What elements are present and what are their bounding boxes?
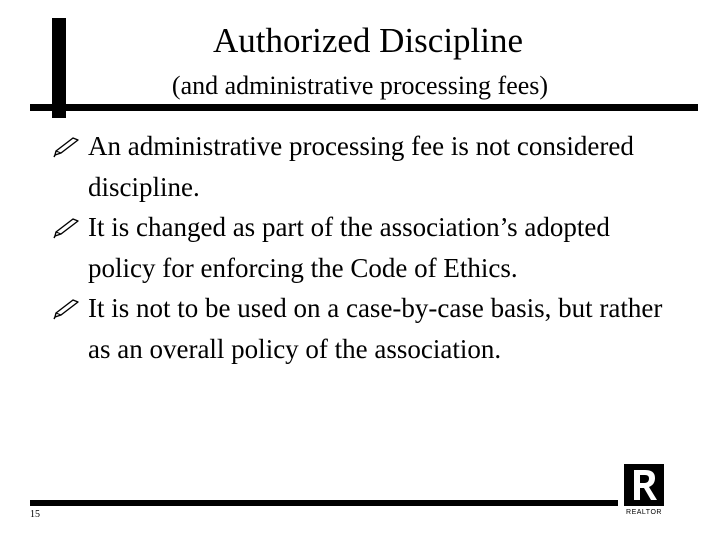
page-number: 15 — [30, 509, 40, 520]
bullet-list — [50, 126, 670, 369]
slide-title: Authorized Discipline — [212, 21, 524, 60]
quill-pen-icon — [52, 217, 82, 239]
quill-pen-icon — [52, 136, 82, 158]
bullet-text: It is not to be used on a case-by-case basis, but rather as an overall policy of the association. — [88, 293, 663, 364]
quill-pen-icon — [52, 298, 82, 320]
slide-subtitle: (and administrative processing fees) — [171, 71, 549, 100]
bullet-item — [50, 207, 670, 288]
logo-wordmark: REALTOR — [626, 509, 662, 516]
logo-r-mark — [624, 464, 664, 506]
bullet-text: An administrative processing fee is not considered discipline. — [88, 131, 634, 202]
realtor-logo — [622, 464, 666, 518]
bullet-item — [50, 126, 670, 207]
bullet-text: It is changed as part of the association’s adopted policy for enforcing the Code of Ethics. — [88, 212, 610, 283]
header-divider — [30, 104, 698, 111]
bullet-item — [50, 288, 670, 369]
footer-divider — [30, 500, 618, 506]
